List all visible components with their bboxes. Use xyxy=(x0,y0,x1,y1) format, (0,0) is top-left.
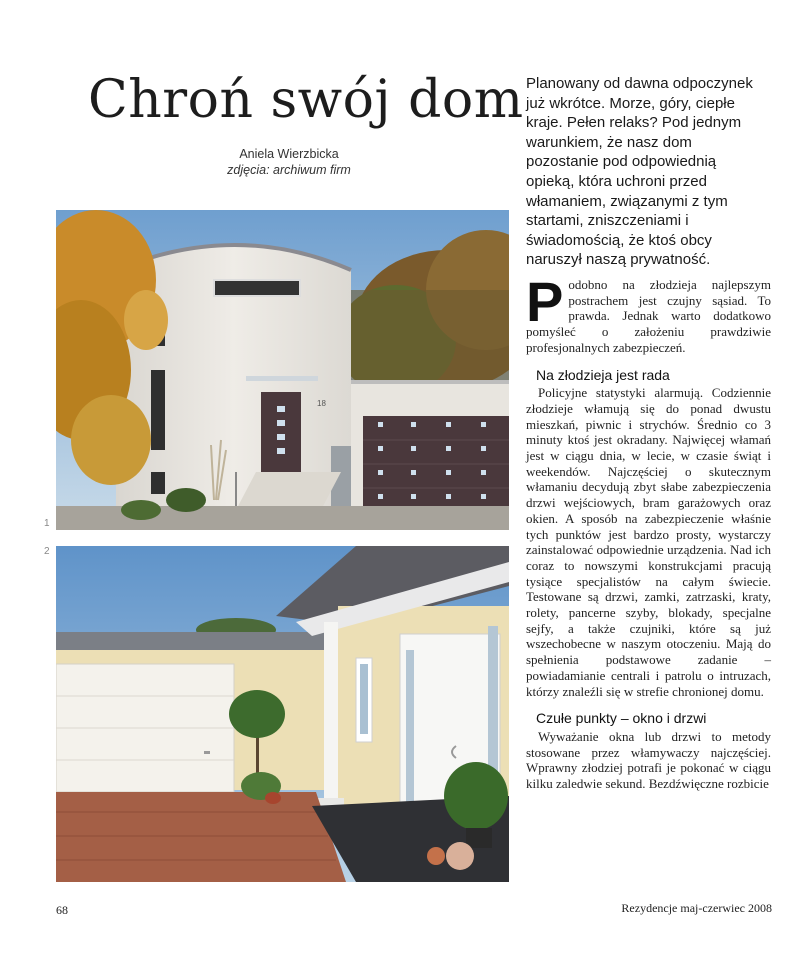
section-heading-2: Czułe punkty – okno i drzwi xyxy=(536,710,707,727)
photo-house-2 xyxy=(56,546,509,882)
section-heading-1: Na złodzieja jest rada xyxy=(536,366,670,383)
byline xyxy=(180,146,398,178)
article-title: Chroń swój dom xyxy=(88,70,524,130)
article-body xyxy=(526,270,771,792)
drop-cap: P xyxy=(526,270,564,333)
photo-caption-1: 1 xyxy=(44,518,50,529)
section-paragraph-1: Policyjne statystyki alarmują. Codziennie złodzieje włamują się do ponad dwustu mieszkań, piwnic i strychów. Średnio co 3 minuty ktoś jest okradany. Najwięcej włamań jest w ciągu dnia, w lecie, w czasie świąt i weekendów. Najczęściej o skutecznym włamaniu decydują zbyt słabe zabezpieczenia drzwi wejściowych, bram garażowych oraz okien. A sposób na zabezpieczenie właśnie tych punktów jest bardzo prosty, wystarczy zainstalować odpowiednie urządzenia. Nad ich coraz to nowszymi konstrukcjami pracują tysiące specjalistów na całym świecie. Testowane są drzwi, zamki, zatrzaski, kraty, rolety, pancerne szyby, blokady, specjalne sejfy, a także czujniki, które są już wszechobecne w naszym otoczeniu. Mają do spełnienia podstawowe zadanie – powiadamianie centrali i patrolu o intruzach, którzy znaleźli się w strefie chronionej domu. xyxy=(526,385,771,699)
photo-house-1 xyxy=(56,210,509,530)
section-paragraph-2: Wyważanie okna lub drzwi to metody stosowane przez włamywaczy najczęściej. Wprawny złodziej potrafi je pokonać w ciągu kilku zaledwie sekund. Bezdźwięczne rozbicie xyxy=(526,728,771,792)
photo-credit: zdjęcia: archiwum firm xyxy=(227,163,351,177)
lead-paragraph: Planowany od dawna odpoczynek już wkrótce. Morze, góry, ciepłe kraje. Pełen relaks? Pod jednym warunkiem, że nasz dom pozostanie pod odpowiednią opieką, która uchroni przed włamaniem, związanymi z tym startami, zniszczeniami i świadomością, że ktoś obcy naruszył naszą prywatność. xyxy=(526,75,753,269)
page-number: 68 xyxy=(56,903,68,917)
photo-caption-2: 2 xyxy=(44,546,50,557)
magazine-footer: Rezydencje maj-czerwiec 2008 xyxy=(621,901,772,915)
author: Aniela Wierzbicka xyxy=(239,147,339,161)
house-number: 18 xyxy=(317,399,326,408)
intro-paragraph: Podobno na złodzieja najlepszym postrachem jest czujny sąsiad. To prawda. Jednak warto dodatkowo pomyśleć o założeniu prawdziwie profesjonalnych zabezpieczeń. xyxy=(526,270,771,355)
